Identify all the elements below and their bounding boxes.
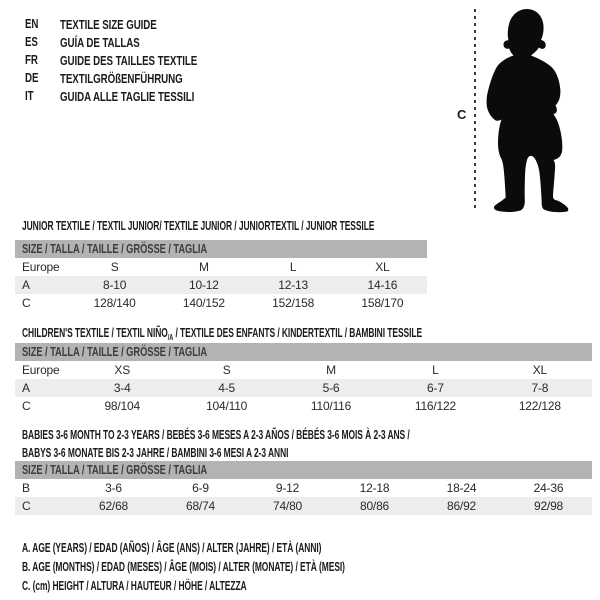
footnote-line [22, 576, 519, 595]
cell: 10-12 [189, 278, 219, 292]
cell: 128/140 [93, 296, 136, 310]
cell: 110/116 [310, 399, 352, 413]
size-header-bar [15, 461, 592, 479]
footnote-text: C. (cm) HEIGHT / ALTURA / HAUTEUR / HÖHE / ALTEZZA [22, 578, 247, 593]
junior-section-title-text: JUNIOR TEXTILE / TEXTIL JUNIOR/ TEXTILE JUNIOR / JUNIORTEXTIL / JUNIOR TESSILE [22, 218, 375, 233]
row-label: A [22, 381, 30, 395]
table-row [15, 497, 592, 515]
cell: 6-7 [427, 381, 444, 395]
table-row [15, 379, 592, 397]
babies-section-title-line1 [22, 426, 600, 440]
footnote-line [22, 557, 519, 576]
cell: M [326, 363, 336, 377]
language-row [25, 15, 243, 33]
language-title: GUIDA ALLE TAGLIE TESSILI [60, 88, 195, 104]
children-section-title-text: CHILDREN'S TEXTILE / TEXTIL NIÑO/A / TEXTILE DES ENFANTS / KINDERTEXTIL / BAMBINI TESSILE [22, 325, 423, 342]
row-label: C [22, 499, 31, 513]
babies-size-table [15, 461, 592, 515]
cell: 62/68 [98, 499, 129, 513]
cell: 140/152 [182, 296, 225, 310]
cell: S [110, 260, 119, 274]
cell: 152/158 [272, 296, 315, 310]
table-row [15, 479, 592, 497]
cell: 14-16 [367, 278, 398, 292]
junior-size-table [15, 240, 427, 312]
cell: 98/104 [104, 399, 140, 413]
table-row [15, 397, 592, 415]
cell: 3-4 [113, 381, 131, 395]
cell: 24-36 [533, 481, 564, 495]
junior-section-title [22, 217, 564, 231]
row-label: C [22, 296, 31, 310]
cell: 12-18 [359, 481, 390, 495]
cell: L [432, 363, 439, 377]
size-header-label: SIZE / TALLA / TAILLE / GRÖSSE / TAGLIA [22, 344, 208, 359]
cell: 104/110 [206, 399, 248, 413]
footnote-line [22, 538, 519, 557]
language-code: IT [25, 88, 34, 103]
cell: XL [532, 363, 547, 377]
table-row [15, 294, 427, 312]
cell: 7-8 [531, 381, 549, 395]
babies-section-title-text2: BABYS 3-6 MONATE BIS 2-3 JAHRE / BAMBINI 3-6 MESI A 2-3 ANNI [22, 445, 289, 460]
cell: 68/74 [185, 499, 216, 513]
footnote-text: A. AGE (YEARS) / EDAD (AÑOS) / ÂGE (ANS) / ALTER (JAHRE) / ETÀ (ANNI) [22, 540, 322, 555]
cell: 122/128 [518, 399, 561, 413]
children-size-table [15, 343, 592, 415]
row-label: A [22, 278, 30, 292]
cell: 86/92 [446, 499, 477, 513]
cell: S [222, 363, 231, 377]
children-section-title [22, 324, 600, 342]
cell: 4-5 [218, 381, 235, 395]
cell: 116/122 [414, 399, 456, 413]
language-row [25, 51, 243, 69]
children-title-subscript: /A [167, 331, 174, 342]
language-title: GUIDE DES TAILLES TEXTILE [60, 52, 198, 68]
size-header-label: SIZE / TALLA / TAILLE / GRÖSSE / TAGLIA [22, 462, 208, 477]
row-label: C [22, 399, 31, 413]
table-row [15, 276, 427, 294]
row-label: Europe [22, 260, 60, 274]
language-code: ES [25, 34, 38, 49]
cell: 92/98 [533, 499, 564, 513]
row-label: Europe [22, 363, 60, 377]
cell: 5-6 [322, 381, 340, 395]
language-code: EN [25, 16, 39, 31]
babies-section-title-text1: BABIES 3-6 MONTH TO 2-3 YEARS / BEBÉS 3-6 MESES A 2-3 AÑOS / BÉBÉS 3-6 MOIS À 2-3 ANS / [22, 427, 410, 442]
height-measure-label: C [457, 107, 467, 122]
toddler-silhouette [483, 9, 573, 213]
cell: M [198, 260, 209, 274]
language-code: FR [25, 52, 38, 67]
language-row [25, 87, 243, 105]
cell: 9-12 [275, 481, 300, 495]
language-row [25, 69, 243, 87]
row-label: B [22, 481, 30, 495]
size-header-bar [15, 240, 427, 258]
size-header-bar [15, 343, 592, 361]
cell: 3-6 [105, 481, 122, 495]
language-title: TEXTILGRÖßENFÜHRUNG [60, 70, 183, 86]
size-header-label: SIZE / TALLA / TAILLE / GRÖSSE / TAGLIA [22, 241, 208, 256]
height-measure-dashed-line [474, 9, 476, 212]
language-title: GUÍA DE TALLAS [60, 34, 140, 50]
language-title: TEXTILE SIZE GUIDE [60, 16, 157, 32]
cell: L [289, 260, 297, 274]
cell: 6-9 [192, 481, 209, 495]
cell: 74/80 [272, 499, 303, 513]
table-row [15, 361, 592, 379]
language-code: DE [25, 70, 39, 85]
babies-section-title-line2 [22, 444, 432, 458]
cell: 158/170 [361, 296, 404, 310]
table-row [15, 258, 427, 276]
footnotes [22, 538, 519, 595]
cell: 80/86 [359, 499, 390, 513]
footnote-text: B. AGE (MONTHS) / EDAD (MESES) / ÂGE (MOIS) / ALTER (MONATE) / ETÀ (MESI) [22, 559, 345, 574]
language-title-block [25, 15, 243, 105]
cell: 18-24 [446, 481, 477, 495]
cell: 8-10 [103, 278, 127, 292]
cell: 12-13 [278, 278, 308, 292]
cell: XL [375, 260, 390, 274]
cell: XS [114, 363, 130, 377]
language-row [25, 33, 243, 51]
